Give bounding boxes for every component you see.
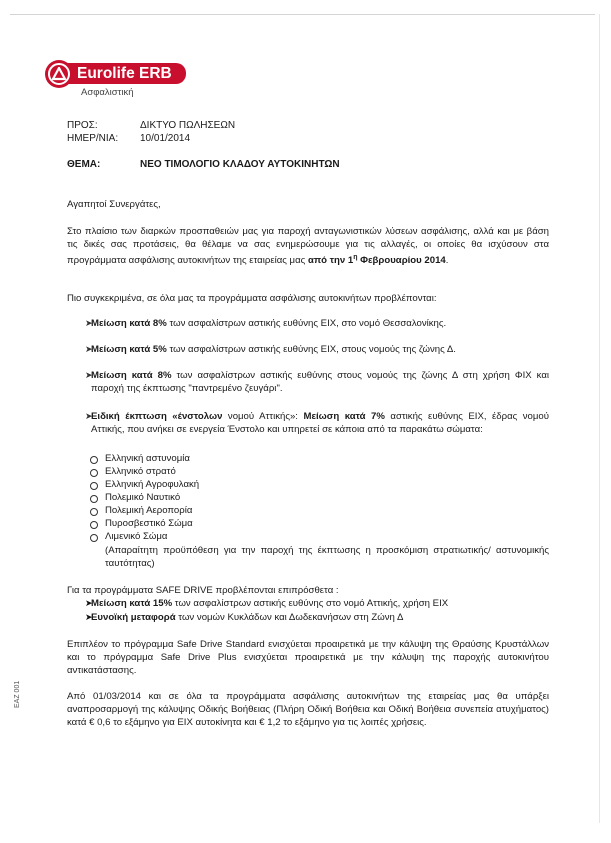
circle-bullet-icon [90, 482, 98, 490]
list-item: Πυροσβεστικό Σώμα [105, 518, 193, 529]
date-line [67, 132, 190, 145]
list-item: Ελληνικό στρατό [105, 466, 176, 477]
subject-line [67, 158, 340, 171]
special-discount-item [91, 410, 549, 436]
date-value: 10/01/2014 [140, 133, 191, 144]
circle-bullet-icon [90, 508, 98, 516]
safe-drive-item [91, 597, 549, 610]
intro-date-sup: η [353, 254, 358, 261]
bullet-text: των ασφαλίστρων αστικής ευθύνης ΕΙΧ, στους νομούς της ζώνης Δ. [166, 344, 456, 355]
logo-subtitle: Ασφαλιστική [81, 87, 134, 98]
intro-date-start: από την 1 [307, 255, 354, 267]
arrow-bullet-icon: ➤ [85, 612, 93, 622]
recipient-value: ΔΙΚΤΥΟ ΠΩΛΗΣΕΩΝ [140, 120, 236, 131]
logo-bar [65, 63, 186, 84]
date-label: ΗΜΕΡ/ΝΙΑ: [67, 133, 119, 144]
bullet-bold: Μείωση κατά 8% [91, 370, 172, 381]
safe-drive-bold: Ευνοϊκή μεταφορά [91, 612, 176, 623]
scan-right-edge [599, 14, 600, 823]
subject-label: ΘΕΜΑ: [67, 159, 101, 170]
arrow-bullet-icon: ➤ [85, 598, 93, 608]
intro-end: . [445, 255, 449, 267]
arrow-bullet-icon: ➤ [85, 411, 93, 421]
bullet-bold: Μείωση κατά 5% [91, 344, 167, 355]
greeting: Αγαπητοί Συνεργάτες, [67, 199, 161, 210]
special-bold-title: Ειδική έκπτωση «ένστολων [91, 411, 223, 422]
list-item: Λιμενικό Σώμα [105, 531, 168, 542]
bullet-item [91, 343, 549, 356]
scan-top-edge [10, 14, 595, 15]
list-item: Ελληνική Αγροφυλακή [105, 479, 200, 490]
bullet-text: των ασφαλίστρων αστικής ευθύνης στους νομούς της ζώνης Δ στη χρήση ΦΙΧ και παροχή της έκπτωσης "παντρεμένο ζευγάρι". [91, 370, 549, 394]
recipient-line [67, 119, 235, 132]
circle-bullet-icon [90, 456, 98, 464]
circle-bullet-icon [90, 521, 98, 529]
company-logo [45, 60, 191, 102]
special-note: (Απαραίτητη προϋπόθεση για την παροχή της έκπτωσης η προσκόμιση στρατιωτικής/ αστυνομικής ταυτότητας) [105, 545, 549, 569]
subject-value: ΝΕΟ ΤΙΜΟΛΟΓΙΟ ΚΛΑΔΟΥ ΑΥΤΟΚΙΝΗΤΩΝ [140, 159, 340, 170]
intro-date-month: Φεβρουαρίου 2014 [357, 255, 446, 267]
list-item: Πολεμική Αεροπορία [105, 505, 193, 516]
document-code-stamp: EAZ 001 [14, 680, 21, 708]
bullet-text: των ασφαλίστρων αστικής ευθύνης ΕΙΧ, στο νομό Θεσσαλονίκης. [166, 318, 447, 329]
bullet-item [91, 317, 549, 330]
safe-drive-lead: Για τα προγράμματα SAFE DRIVE προβλέπονται επιπρόσθετα : [67, 585, 339, 596]
safe-drive-bold: Μείωση κατά 15% [91, 598, 173, 609]
arrow-bullet-icon: ➤ [85, 318, 93, 328]
special-bold-reduction: Μείωση κατά 7% [303, 411, 385, 422]
arrow-bullet-icon: ➤ [85, 370, 93, 380]
special-text-1: νομού Αττικής»: [222, 411, 304, 422]
special-text-2: αστικής ευθύνης ΕΙΧ, έδρας νομού Αττικής, που ανήκει σε ενεργεία Ένστολο και υπηρετεί σε κάποια από τα παρακάτω σώματα: [91, 411, 549, 435]
final-paragraph: Από 01/03/2014 και σε όλα τα προγράμματα ασφάλισης αυτοκινήτων της εταιρείας μας θα υπάρξει αναπροσαρμογή της κάλυψης Οδικής Βοήθειας (Πλήρη Οδική Βοήθεια και Οδική Βοήθεια συνεπεία ατυχήματος) κατά € 0,6 το εξάμηνο για ΕΙΧ αυτοκίνητα και € 1,2 το εξάμηνο για τις λοιπές χρήσεις. [67, 691, 549, 728]
safe-drive-text: των ασφαλίστρων αστικής ευθύνης στο νομό Αττικής, χρήση ΕΙΧ [172, 598, 449, 609]
intro-text: Στο πλαίσιο των διαρκών προσπαθειών μας για παροχή ανταγωνιστικών λύσεων ασφάλισης, αλλά και με βάση τις δικές σας προτάσεις, θα θέλαμε να σας ενημερώσουμε για τις αλλαγές, οι οποίες θα ισχύσουν στα προγράμματα ασφάλισης αυτοκινήτων της εταιρείας μας [67, 226, 549, 267]
list-item: Πολεμικό Ναυτικό [105, 492, 181, 503]
circle-bullet-icon [90, 534, 98, 542]
extra-paragraph: Επιπλέον το πρόγραμμα Safe Drive Standard ενισχύεται προαιρετικά με την κάλυψη της Θραύσης Κρυστάλλων και το πρόγραμμα Safe Drive Plus ενισχύεται προαιρετικά με την κάλυψη της παροχής αυτοκινήτου αντικατάστασης. [67, 639, 549, 676]
recipient-label: ΠΡΟΣ: [67, 120, 98, 131]
logo-text: Eurolife ERB [77, 65, 172, 82]
bullet-bold: Μείωση κατά 8% [91, 318, 167, 329]
circle-bullet-icon [90, 469, 98, 477]
logo-emblem-icon [45, 60, 73, 88]
safe-drive-text: των νομών Κυκλάδων και Δωδεκανήσων στη Ζώνη Δ [175, 612, 404, 623]
circle-bullet-icon [90, 495, 98, 503]
list-item: Ελληνική αστυνομία [105, 453, 190, 464]
arrow-bullet-icon: ➤ [85, 344, 93, 354]
lead-paragraph: Πιο συγκεκριμένα, σε όλα μας τα προγράμματα ασφάλισης αυτοκινήτων προβλέπονται: [67, 293, 437, 304]
bullet-item [91, 369, 549, 395]
intro-paragraph [67, 225, 549, 267]
safe-drive-item [91, 611, 549, 624]
